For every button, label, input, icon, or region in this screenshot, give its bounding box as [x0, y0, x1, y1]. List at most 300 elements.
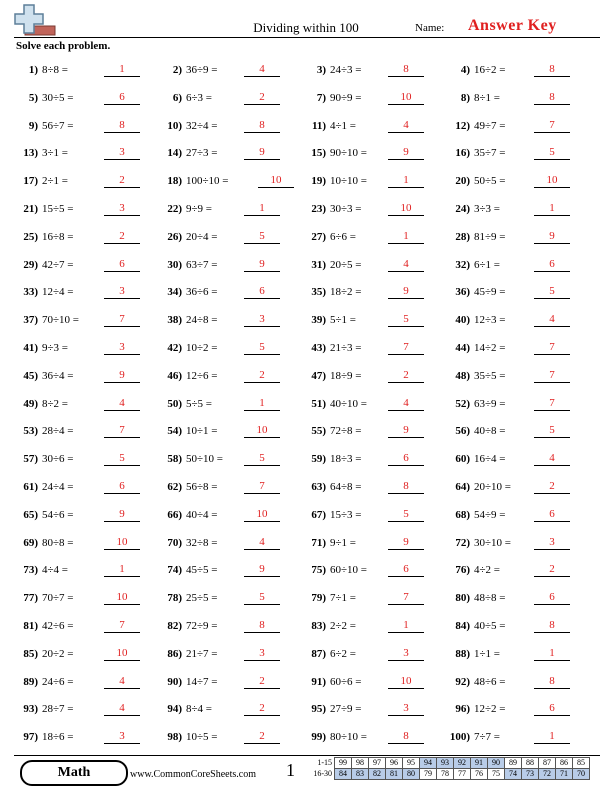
problem-item — [158, 92, 298, 108]
problem-expression: 20÷10 = — [474, 481, 511, 493]
problem-item — [158, 648, 298, 664]
answer-value: 8 — [259, 619, 265, 631]
problem-expression: 35÷5 = — [474, 369, 506, 382]
answer-value: 9 — [119, 368, 125, 381]
answer-line — [104, 576, 140, 577]
answer-value: 5 — [403, 507, 409, 520]
answer-line — [244, 104, 280, 105]
problem-item — [158, 203, 298, 219]
problem-number: 84) — [455, 620, 470, 632]
problem-number: 68) — [455, 508, 470, 521]
problem-number: 67) — [311, 508, 326, 521]
problem-item — [14, 676, 154, 692]
problem-number: 24) — [455, 203, 470, 215]
problem-item — [158, 231, 298, 247]
problem-number: 56) — [455, 425, 470, 438]
problem-item — [158, 286, 298, 302]
problem-expression: 25÷5 = — [186, 592, 218, 605]
answer-value: 4 — [549, 313, 555, 326]
problem-item — [158, 509, 298, 525]
problem-item — [14, 731, 154, 747]
answer-value: 2 — [259, 90, 265, 103]
problem-item — [158, 398, 298, 414]
worksheet-title: Dividing within 100 — [253, 20, 359, 35]
problem-item — [302, 314, 442, 330]
problem-item — [302, 203, 442, 219]
answer-value: 6 — [549, 257, 555, 270]
answer-value: 10 — [400, 202, 412, 214]
answer-line — [388, 326, 424, 327]
answer-line — [104, 159, 140, 160]
answer-line — [534, 521, 570, 522]
problem-number: 32) — [455, 258, 470, 271]
score-cell: 72 — [539, 769, 556, 780]
answer-line — [104, 76, 140, 77]
answer-line — [388, 493, 424, 494]
answer-line — [534, 576, 570, 577]
answer-line — [244, 604, 280, 605]
problem-item — [158, 425, 298, 441]
problem-number: 4) — [460, 64, 470, 76]
score-cell: 88 — [522, 758, 539, 769]
problem-number: 15) — [311, 147, 326, 160]
problem-expression: 56÷7 = — [42, 119, 74, 132]
answer-value: 10 — [546, 174, 558, 187]
answer-line — [534, 410, 570, 411]
problem-item — [446, 147, 586, 163]
answer-line — [388, 549, 424, 550]
problem-number: 5) — [28, 91, 38, 104]
answer-value: 3 — [119, 341, 125, 353]
problem-expression: 1÷1 = — [474, 647, 500, 660]
answer-line — [244, 521, 280, 522]
problem-item — [302, 425, 442, 441]
answer-value: 2 — [119, 174, 125, 187]
score-cell: 78 — [437, 769, 454, 780]
answer-line — [534, 549, 570, 550]
answer-line — [388, 382, 424, 383]
problem-item — [14, 509, 154, 525]
answer-line — [244, 382, 280, 383]
problem-item — [302, 564, 442, 580]
problem-expression: 18÷3 = — [330, 453, 362, 466]
answer-value: 4 — [119, 396, 125, 409]
answer-line — [388, 632, 424, 633]
answer-line — [104, 715, 140, 716]
answer-value: 6 — [259, 285, 265, 298]
answer-value: 6 — [119, 480, 125, 492]
problem-expression: 9÷3 = — [42, 342, 68, 354]
answer-line — [244, 715, 280, 716]
answer-value: 6 — [119, 257, 125, 270]
answer-value: 7 — [549, 118, 555, 131]
problem-number: 7) — [316, 91, 326, 104]
answer-value: 8 — [549, 63, 555, 75]
problem-number: 50) — [167, 397, 182, 410]
problem-expression: 16÷8 = — [42, 230, 74, 243]
problem-item — [446, 592, 586, 608]
problem-item — [446, 425, 586, 441]
problem-number: 14) — [167, 147, 182, 160]
problem-number: 99) — [311, 731, 326, 744]
answer-value: 5 — [259, 341, 265, 353]
answer-value: 8 — [549, 619, 555, 631]
problem-number: 94) — [167, 703, 182, 716]
problem-expression: 50÷5 = — [474, 175, 506, 188]
problem-number: 61) — [23, 481, 38, 493]
score-cell: 89 — [505, 758, 522, 769]
problem-item — [446, 676, 586, 692]
answer-line — [534, 493, 570, 494]
problem-number: 22) — [167, 203, 182, 215]
answer-line — [244, 576, 280, 577]
problem-number: 59) — [311, 453, 326, 466]
problem-number: 77) — [23, 592, 38, 605]
score-cell: 84 — [335, 769, 352, 780]
problem-expression: 36÷6 = — [186, 286, 218, 299]
answer-line — [244, 326, 280, 327]
answer-line — [104, 215, 140, 216]
problem-expression: 16÷4 = — [474, 453, 506, 466]
answer-value: 6 — [549, 507, 555, 520]
problem-item — [14, 175, 154, 191]
problem-expression: 24÷4 = — [42, 481, 74, 493]
problem-item — [302, 592, 442, 608]
score-cell: 77 — [454, 769, 471, 780]
answer-value: 1 — [549, 730, 555, 743]
problem-expression: 24÷8 = — [186, 314, 218, 327]
answer-line — [388, 437, 424, 438]
problem-item — [302, 453, 442, 469]
answer-line — [388, 187, 424, 188]
problem-item — [14, 592, 154, 608]
problem-expression: 10÷1 = — [186, 425, 218, 438]
answer-line — [104, 549, 140, 550]
answer-line — [534, 326, 570, 327]
score-cell: 71 — [556, 769, 573, 780]
problem-number: 90) — [167, 675, 182, 688]
problem-number: 9) — [28, 119, 38, 132]
problem-item — [14, 120, 154, 136]
answer-line — [104, 271, 140, 272]
problem-number: 86) — [167, 647, 182, 660]
answer-value: 9 — [119, 507, 125, 520]
problem-item — [446, 64, 586, 80]
problem-item — [14, 342, 154, 358]
problem-item — [302, 676, 442, 692]
answer-value: 9 — [403, 424, 409, 437]
problem-expression: 16÷2 = — [474, 64, 506, 76]
answer-line — [534, 660, 570, 661]
answer-value: 5 — [119, 452, 125, 465]
answer-value: 7 — [259, 480, 265, 492]
answer-value: 10 — [400, 90, 412, 103]
answer-value: 1 — [119, 563, 125, 576]
answer-line — [104, 632, 140, 633]
problem-item — [446, 648, 586, 664]
problem-item — [158, 175, 298, 191]
problem-item — [14, 370, 154, 386]
answer-value: 3 — [119, 285, 125, 298]
problem-expression: 24÷6 = — [42, 675, 74, 688]
answer-line — [534, 215, 570, 216]
problem-number: 70) — [167, 536, 182, 549]
problem-number: 92) — [455, 675, 470, 688]
problem-number: 49) — [23, 397, 38, 410]
answer-value: 4 — [259, 535, 265, 548]
answer-line — [104, 410, 140, 411]
problem-expression: 56÷8 = — [186, 481, 218, 493]
problem-number: 3) — [316, 64, 326, 76]
answer-line — [534, 382, 570, 383]
score-cell: 90 — [488, 758, 505, 769]
problem-expression: 12÷2 = — [474, 703, 506, 716]
problem-number: 42) — [167, 342, 182, 354]
problem-expression: 48÷6 = — [474, 675, 506, 688]
website-link[interactable]: www.CommonCoreSheets.com — [130, 769, 257, 780]
answer-line — [104, 326, 140, 327]
problem-expression: 63÷9 = — [474, 397, 506, 410]
problem-item — [446, 370, 586, 386]
answer-line — [388, 743, 424, 744]
problem-item — [14, 620, 154, 636]
problem-expression: 9÷9 = — [186, 203, 212, 215]
problem-expression: 90÷9 = — [330, 91, 362, 104]
problem-item — [14, 425, 154, 441]
problem-number: 51) — [311, 397, 326, 410]
answer-value: 3 — [403, 646, 409, 659]
problem-item — [302, 175, 442, 191]
problem-item — [446, 203, 586, 219]
score-cell: 86 — [556, 758, 573, 769]
problem-item — [446, 537, 586, 553]
problem-item — [14, 147, 154, 163]
problem-number: 11) — [311, 119, 326, 132]
problem-item — [14, 537, 154, 553]
answer-value: 8 — [403, 480, 409, 492]
problem-number: 35) — [311, 286, 326, 299]
answer-value: 10 — [116, 646, 128, 659]
problem-number: 62) — [167, 481, 182, 493]
problem-item — [14, 648, 154, 664]
answer-value: 1 — [549, 646, 555, 659]
answer-line — [388, 159, 424, 160]
subject-badge: Math — [20, 760, 128, 786]
answer-line — [104, 187, 140, 188]
answer-value: 10 — [270, 174, 282, 187]
problem-item — [158, 342, 298, 358]
problem-item — [446, 286, 586, 302]
answer-value: 5 — [403, 313, 409, 326]
problem-item — [446, 259, 586, 275]
problem-expression: 40÷4 = — [186, 508, 218, 521]
answer-value: 7 — [549, 396, 555, 409]
answer-line — [388, 465, 424, 466]
answer-value: 4 — [549, 452, 555, 465]
problem-item — [302, 286, 442, 302]
problem-number: 79) — [311, 592, 326, 605]
problem-expression: 48÷8 = — [474, 592, 506, 605]
answer-line — [388, 132, 424, 133]
score-cell: 70 — [573, 769, 590, 780]
problem-item — [302, 481, 442, 497]
answer-value: 8 — [403, 63, 409, 75]
problem-item — [158, 481, 298, 497]
answer-value: 3 — [259, 646, 265, 659]
problem-item — [302, 703, 442, 719]
problem-expression: 4÷1 = — [330, 119, 356, 132]
answer-line — [104, 132, 140, 133]
answer-value: 2 — [259, 368, 265, 381]
problem-expression: 30÷10 = — [474, 536, 511, 549]
problem-item — [14, 564, 154, 580]
problem-item — [14, 481, 154, 497]
problem-expression: 27÷9 = — [330, 703, 362, 716]
answer-line — [534, 298, 570, 299]
problem-number: 39) — [311, 314, 326, 327]
answer-value: 5 — [549, 146, 555, 159]
problem-number: 95) — [311, 703, 326, 716]
answer-value: 6 — [549, 591, 555, 604]
answer-value: 7 — [119, 424, 125, 437]
problem-expression: 30÷5 = — [42, 91, 74, 104]
answer-line — [388, 410, 424, 411]
problem-expression: 10÷10 = — [330, 175, 367, 188]
problem-expression: 28÷7 = — [42, 703, 74, 716]
answer-line — [388, 521, 424, 522]
answer-value: 6 — [119, 90, 125, 103]
answer-line — [244, 493, 280, 494]
problem-item — [14, 398, 154, 414]
answer-line — [244, 743, 280, 744]
problem-item — [302, 648, 442, 664]
problem-item — [302, 147, 442, 163]
problem-item — [302, 231, 442, 247]
answer-line — [534, 104, 570, 105]
answer-value: 9 — [259, 563, 265, 576]
problem-expression: 8÷1 = — [474, 91, 500, 104]
answer-value: 9 — [403, 285, 409, 298]
problem-expression: 80÷8 = — [42, 536, 74, 549]
answer-line — [388, 604, 424, 605]
problem-expression: 45÷5 = — [186, 564, 218, 577]
answer-value: 7 — [119, 619, 125, 631]
answer-value: 1 — [549, 202, 555, 214]
problem-item — [446, 231, 586, 247]
problem-expression: 9÷1 = — [330, 536, 356, 549]
problem-number: 23) — [311, 203, 326, 215]
answer-line — [104, 243, 140, 244]
problem-number: 33) — [23, 286, 38, 299]
problem-number: 66) — [167, 508, 182, 521]
problem-expression: 80÷10 = — [330, 731, 367, 744]
problem-item — [446, 342, 586, 358]
name-label: Name: — [415, 22, 445, 34]
answer-line — [388, 243, 424, 244]
answer-line — [104, 688, 140, 689]
answer-value: 10 — [116, 591, 128, 604]
answer-line — [388, 354, 424, 355]
score-table — [310, 757, 590, 780]
problem-expression: 40÷10 = — [330, 397, 367, 410]
answer-line — [388, 660, 424, 661]
problem-number: 72) — [455, 536, 470, 549]
answer-value: 6 — [549, 702, 555, 715]
answer-line — [388, 271, 424, 272]
problem-item — [302, 92, 442, 108]
score-cell: 74 — [505, 769, 522, 780]
answer-value: 2 — [259, 730, 265, 743]
problem-number: 58) — [167, 453, 182, 466]
problem-item — [446, 398, 586, 414]
answer-line — [388, 104, 424, 105]
score-cell: 92 — [454, 758, 471, 769]
answer-value: 9 — [549, 229, 555, 242]
problem-number: 87) — [311, 647, 326, 660]
answer-value: 4 — [403, 257, 409, 270]
answer-value: 10 — [400, 674, 412, 687]
answer-line — [244, 159, 280, 160]
footer-divider — [14, 755, 600, 756]
problem-item — [446, 481, 586, 497]
problem-item — [302, 342, 442, 358]
problem-item — [446, 620, 586, 636]
problem-number: 78) — [167, 592, 182, 605]
score-cell: 79 — [420, 769, 437, 780]
problem-item — [158, 731, 298, 747]
problem-expression: 18÷2 = — [330, 286, 362, 299]
problem-item — [446, 120, 586, 136]
problem-expression: 72÷8 = — [330, 425, 362, 438]
problem-expression: 15÷3 = — [330, 508, 362, 521]
answer-value: 9 — [403, 535, 409, 548]
answer-value: 3 — [119, 730, 125, 743]
problem-expression: 12÷4 = — [42, 286, 74, 299]
problem-number: 41) — [23, 342, 38, 354]
problem-number: 93) — [23, 703, 38, 716]
answer-line — [104, 743, 140, 744]
problem-item — [446, 564, 586, 580]
problem-expression: 40÷8 = — [474, 425, 506, 438]
problem-item — [14, 92, 154, 108]
problem-item — [158, 147, 298, 163]
problem-expression: 70÷7 = — [42, 592, 74, 605]
answer-line — [104, 660, 140, 661]
answer-value: 1 — [403, 229, 409, 242]
problem-item — [158, 120, 298, 136]
answer-value: 2 — [549, 480, 555, 492]
answer-value: 8 — [549, 90, 555, 103]
problem-number: 60) — [455, 453, 470, 466]
answer-line — [534, 76, 570, 77]
problem-expression: 81÷9 = — [474, 230, 506, 243]
answer-value: 7 — [403, 341, 409, 353]
score-cell: 98 — [352, 758, 369, 769]
problem-number: 98) — [167, 731, 182, 744]
answer-line — [244, 660, 280, 661]
answer-line — [104, 104, 140, 105]
score-cell: 81 — [386, 769, 403, 780]
problem-number: 26) — [167, 230, 182, 243]
answer-line — [104, 604, 140, 605]
answer-line — [244, 76, 280, 77]
answer-value: 4 — [403, 396, 409, 409]
problem-expression: 64÷8 = — [330, 481, 362, 493]
problem-expression: 36÷4 = — [42, 369, 74, 382]
answer-line — [104, 437, 140, 438]
problem-number: 10) — [167, 119, 182, 132]
score-cell: 85 — [573, 758, 590, 769]
